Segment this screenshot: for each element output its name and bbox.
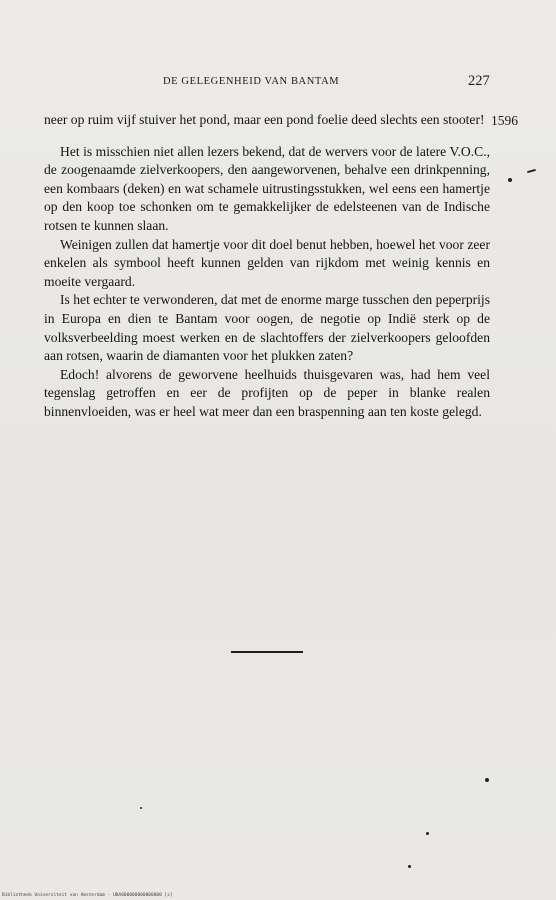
scan-speck xyxy=(485,778,489,782)
page-number: 227 xyxy=(468,73,490,89)
scan-speck xyxy=(408,865,411,868)
paragraph: Edoch! alvorens de geworvene heelhuids thuisgevaren was, had hem veel tegenslag getroffen en eer de profijten op de peper in blanke realen binnenvloeiden, was er heel wat meer dan een braspenning aan ten koste gelegd. xyxy=(44,366,490,419)
running-title: DE GELEGENHEID VAN BANTAM xyxy=(163,76,340,87)
running-head xyxy=(0,73,556,92)
scan-speck xyxy=(140,807,142,809)
scan-footer: Bibliotheek Universiteit van Amsterdam · UBA000000000000000 [s] xyxy=(2,893,173,898)
paragraph: Weinigen zullen dat hamertje voor dit doel benut hebben, hoewel het voor zeer enkelen als symbool heeft kunnen gelden van rijkdom met weinig kennis en moeite vergaard. xyxy=(44,236,490,289)
paragraph-continued: neer op ruim vijf stuiver het pond, maar een pond foelie deed slechts een stooter! xyxy=(44,112,485,127)
paragraph: Is het echter te verwonderen, dat met de enorme marge tusschen den peperprijs in Europa en dien te Bantam voor oogen, de negotie op Indië sterk op de volksverbeelding moest werken en de slachtoffers der zielverkoopers geloofden aan rotsen, waarin de diamanten voor het plukken zaten? xyxy=(44,292,490,364)
scan-speck xyxy=(527,169,536,173)
margin-note-year: 1596 xyxy=(491,113,518,128)
paragraph: Het is misschien niet allen lezers bekend, dat de wervers voor de latere V.O.C., de zoogenaamde zielverkoopers, den aangeworvenen, behalve een drinkpenning, een kombaars (deken) en wat schamele uitrustingsstukken, wel eens een hamertje op den koop toe schonken om te gemakkelijker de edelsteenen van de Indische rotsen te kunnen slaan. xyxy=(44,143,490,233)
section-end-rule xyxy=(231,651,303,653)
body-text xyxy=(44,111,490,422)
scan-speck xyxy=(508,178,512,182)
scan-speck xyxy=(426,832,429,835)
